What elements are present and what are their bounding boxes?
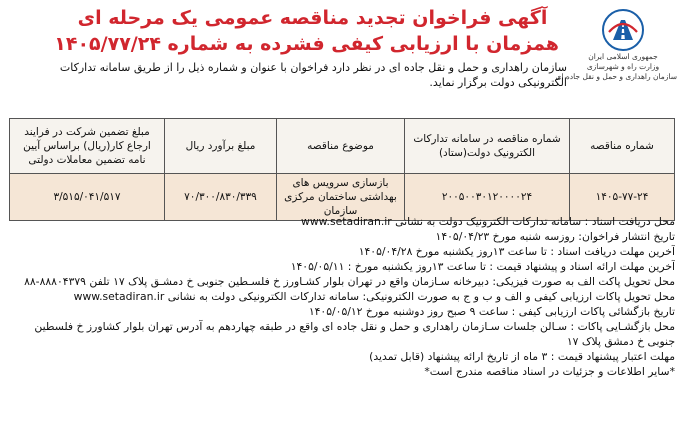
cell-subject: بازسازی سرویس های بهداشتی ساختمان مرکزی سازمان [277, 174, 405, 221]
header-guarantee: مبلغ تضمین شرکت در فرایند ارجاع کار(ریال) براساس آیین نامه تضمین معاملات دولتی [10, 119, 165, 174]
logo-text-line1: جمهوری اسلامی ایران [588, 52, 658, 61]
detail-physical-delivery: محل تحویل پاکت الف به صورت فیزیکی: دبیرخانه سـازمان واقع در تهران بلوار کشـاورز خ فلسـطین جنوبی خ دمشـق پلاک ۱۷ تلفن ۸۸۸۰۴۳۷۹-۸۸ [24, 275, 675, 288]
cell-guarantee: ۳/۵۱۵/۰۴۱/۵۱۷ [10, 174, 165, 221]
detail-publish-date: تاریخ انتشار فراخوان: روزسه شنبه مورخ ۱۴۰۵/۰۴/۲۳ [435, 230, 675, 243]
detail-validity: مهلت اعتبار پیشنهاد قیمت : ۳ ماه از تاریخ ارائه پیشنهاد (قابل تمدید) [369, 350, 675, 363]
road-ministry-emblem-icon [601, 8, 645, 52]
detail-receive-deadline: آخرین مهلت دریافت اسناد : تا ساعت ۱۳روز یکشنبه مورخ ۱۴۰۵/۰۴/۲۸ [358, 245, 675, 258]
header-tender-number: شماره مناقصه [570, 119, 675, 174]
logo-text-line2: وزارت راه و شهرسازی [586, 62, 660, 71]
detail-opening-location: محل بازگشـایی پاکات : سـالن جلسات سـازمان راهداری و حمل و نقل جاده ای واقع در طبقه چهاردهم به آدرس تهران بلوار کشاورز خ فلسطین جنوبی خ دمشق پلاک ۱۷ [34, 320, 675, 348]
detail-opening-date: تاریخ بازگشائی پاکات ارزیابی کیفی : ساعت ۹ صبح روز دوشنبه مورخ ۱۴۰۵/۰۵/۱۲ [308, 305, 675, 318]
cell-estimate: ۷۰/۳۰۰/۸۳۰/۳۳۹ [165, 174, 277, 221]
details-list [10, 214, 675, 379]
cell-tender-number: ۱۴۰۵-۷۷-۲۴ [570, 174, 675, 221]
header-setad-number: شماره مناقصه در سامانه تدارکات الکترونیک دولت(ستاد) [405, 119, 570, 174]
table-header-row [10, 119, 675, 174]
header-estimate: مبلغ برآورد ریال [165, 119, 277, 174]
detail-footnote: *سایر اطلاعات و جزئیات در اسناد مناقصه مندرج است* [424, 365, 675, 378]
notice-subtitle: همزمان با ارزیابی کیفی فشرده به شماره ۱۴۰۵/۷۷/۲۴ [54, 33, 559, 55]
cell-setad-number: ۲۰۰۵۰۰۳۰۱۲۰۰۰۰۲۴ [405, 174, 570, 221]
intro-paragraph: سازمان راهداری و حمل و نقل جاده ای در نظر دارد فراخوان با عنوان و شماره ذیل را از طریق سامانه تدارکات الکترونیکی دولت برگزار نماید. [59, 61, 567, 89]
notice-title: آگهی فراخوان تجدید مناقصه عمومی یک مرحله ای [77, 7, 548, 29]
tender-table [9, 118, 675, 221]
detail-electronic-delivery: محل تحویل پاکات ارزیابی کیفی و الف و ب و ج به صورت الکترونیکی: سامانه تدارکات الکترونیکی دولت به نشانی www.setadiran.ir [73, 290, 675, 303]
detail-document-location: محل دریافت اسناد : سامانه تدارکات الکترونیک دولت به نشانی www.setadiran.ir [301, 215, 675, 228]
header-subject: موضوع مناقصه [277, 119, 405, 174]
organization-logo [555, 8, 677, 88]
tender-notice [6, 4, 679, 427]
logo-text-line3: سازمان راهداری و حمل و نقل جاده ای [555, 72, 677, 81]
detail-submit-deadline: آخرین مهلت ارائه اسناد و پیشنهاد قیمت : تا ساعت ۱۳روز یکشنبه مورخ : ۱۴۰۵/۰۵/۱۱ [290, 260, 675, 273]
